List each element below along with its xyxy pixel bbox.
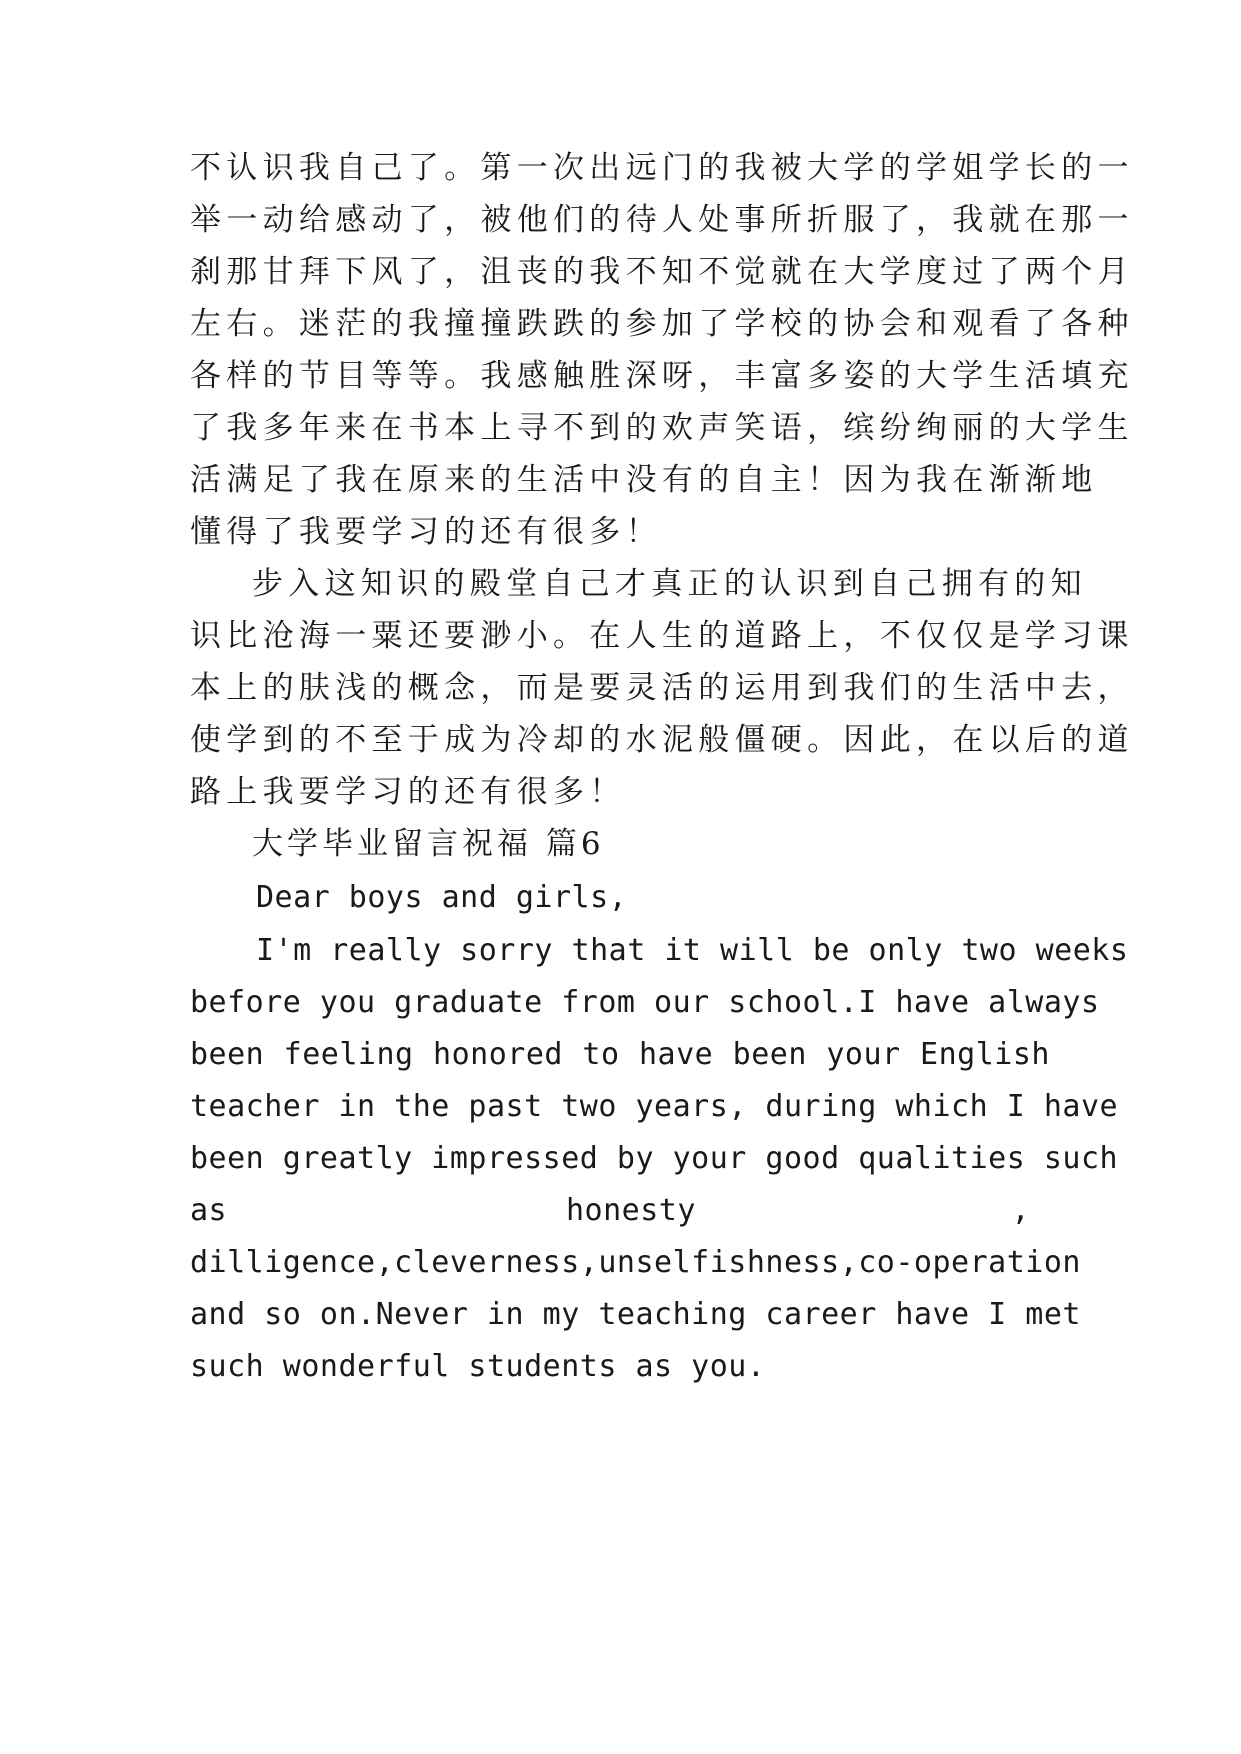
paragraph-line: been feeling honored to have been your English — [190, 1037, 1050, 1072]
paragraph-line: 使学到的不至于成为冷却的水泥般僵硬。因此，在以后的道 — [190, 722, 1134, 758]
paragraph-line: 活满足了我在原来的生活中没有的自主！因为我在渐渐地 — [190, 462, 1098, 498]
paragraph-line: 刹那甘拜下风了，沮丧的我不知不觉就在大学度过了两个月 — [190, 254, 1134, 290]
paragraph-line: 举一动给感动了，被他们的待人处事所折服了，我就在那一 — [190, 202, 1134, 238]
paragraph-line: I'm really sorry that it will be only two weeks — [256, 933, 1129, 968]
paragraph-line: and so on.Never in my teaching career have I met — [190, 1297, 1081, 1332]
paragraph-line-spread — [190, 1182, 1050, 1240]
paragraph-line: 了我多年来在书本上寻不到的欢声笑语，缤纷绚丽的大学生 — [190, 410, 1134, 446]
letter-greeting: Dear boys and girls, — [256, 880, 628, 915]
paragraph-line: been greatly impressed by your good qualities such — [190, 1141, 1119, 1176]
paragraph-line: 本上的肤浅的概念，而是要灵活的运用到我们的生活中去， — [190, 670, 1134, 706]
section-heading: 大学毕业留言祝福 篇6 — [252, 826, 605, 862]
paragraph-line: before you graduate from our school.I have always — [190, 985, 1100, 1020]
paragraph-line: 各样的节目等等。我感触胜深呀，丰富多姿的大学生活填充 — [190, 358, 1134, 394]
paragraph-line: dilligence,cleverness,unselfishness,co-operation — [190, 1245, 1081, 1280]
paragraph-line: 左右。迷茫的我撞撞跌跌的参加了学校的协会和观看了各种 — [190, 306, 1134, 342]
paragraph-line: 不认识我自己了。第一次出远门的我被大学的学姐学长的一 — [190, 150, 1134, 186]
paragraph-line: such wonderful students as you. — [190, 1349, 766, 1384]
paragraph-line: teacher in the past two years, during which I have — [190, 1089, 1119, 1124]
paragraph-line: 识比沧海一粟还要渺小。在人生的道路上，不仅仅是学习课 — [190, 618, 1134, 654]
paragraph-line: 步入这知识的殿堂自己才真正的认识到自己拥有的知 — [252, 566, 1087, 602]
paragraph-line: 路上我要学习的还有很多！ — [190, 774, 626, 810]
word-as: as — [190, 1193, 228, 1228]
word-comma: , — [1011, 1193, 1030, 1228]
word-honesty: honesty — [566, 1193, 696, 1228]
paragraph-line: 懂得了我要学习的还有很多！ — [190, 514, 662, 550]
